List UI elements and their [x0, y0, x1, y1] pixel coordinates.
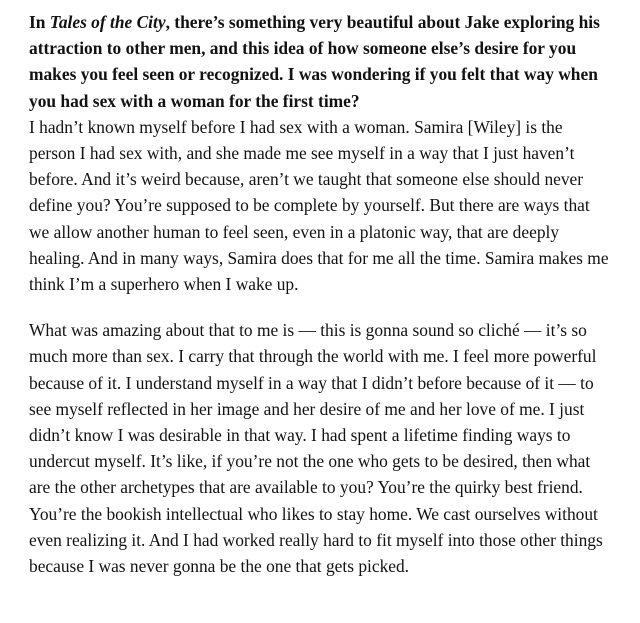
answer-paragraph-1: I hadn’t known myself before I had sex with a woman. Samira [Wiley] is the person I had sex with, and she made me see myself in a way that I just haven’t before. And it’s weird because, aren’t we taught that someone else should never define you? You’re supposed to be complete by yourself. But there are ways that we allow another human to feel seen, even in a platonic way, that are deeply healing. And in many ways, Samira does that for me all the time. Samira makes me think I’m a superhero when I wake up. — [29, 116, 609, 295]
answer-paragraph-2: What was amazing about that to me is — this is gonna sound so cliché — it’s so much more than sex. I carry that through the world with me. I feel more powerful because of it. I understand myself in a way that I didn’t before because of it — to see myself reflected in her image and her desire of me and her love of me. I just didn’t know I was desirable in that way. I had spent a lifetime finding ways to undercut myself. It’s like, if you’re not the one who gets to be desired, then what are the other archetypes that are available to you? You’re the quirky best friend. You’re the bookish intellectual who likes to stay home. We cast ourselves without even realizing it. And I had worked really hard to fit myself into those other things because I was never gonna be the one that gets picked. — [29, 320, 603, 577]
interview-question — [29, 9, 610, 114]
show-title: Tales of the City — [49, 12, 166, 32]
question-text: , there’s something very beautiful about Jake exploring his attraction to other men, and this idea of how someone else’s desire for you makes you feel seen or recognized. I was wondering if you felt that way when you had sex with a woman for the first time? — [29, 12, 600, 111]
question-prefix: In — [29, 12, 50, 32]
